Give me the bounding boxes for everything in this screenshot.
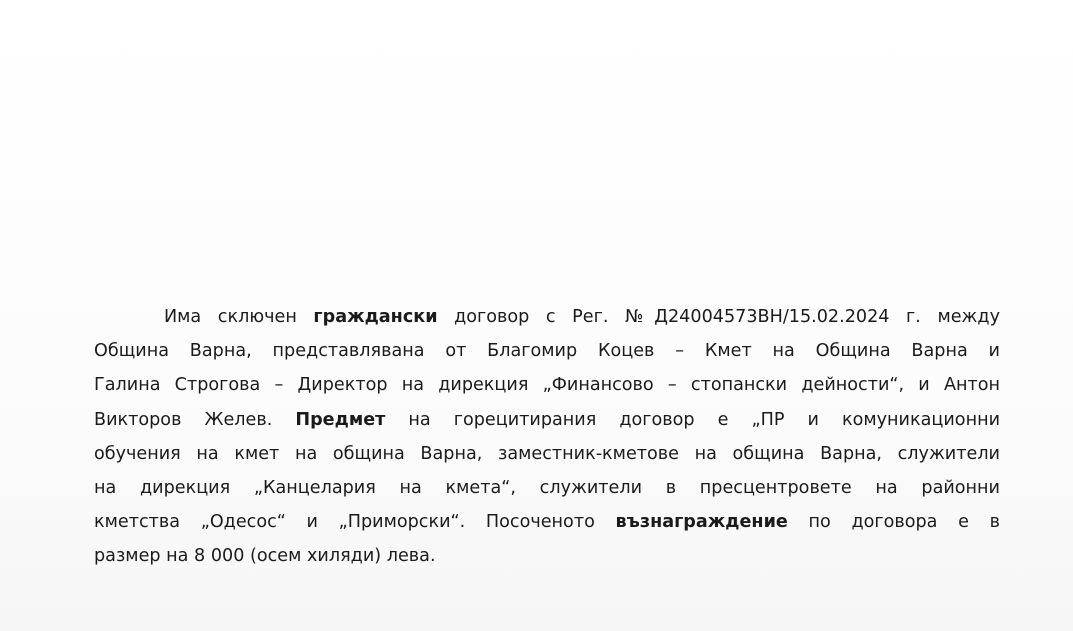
text-run: Има сключен <box>164 307 314 327</box>
text-run: Галина Строгова – Директор на дирекция „Финансово – стопански дейности“, и Антон <box>94 375 1000 396</box>
text-run: Викторов Желев. <box>94 409 296 430</box>
text-run: по договора е в <box>787 512 1000 533</box>
paragraph-line-4 <box>94 403 1000 437</box>
bold-term-subject: Предмет <box>295 409 386 430</box>
paragraph-line-3 <box>94 368 1000 402</box>
text-run: размер на 8 000 (осем хиляди) лева. <box>94 546 436 567</box>
paragraph-line-2 <box>94 334 1000 368</box>
paragraph-line-7 <box>94 505 1000 539</box>
paragraph-line-6 <box>94 471 1000 505</box>
paragraph-line-5 <box>94 437 1000 471</box>
text-run: на дирекция „Канцелария на кмета“, служители в пресцентровете на районни <box>94 477 1000 498</box>
paragraph-line-8 <box>94 539 1000 573</box>
paragraph-line-1 <box>94 300 1000 334</box>
text-run: договор с Рег. №Д24004573ВН/15.02.2024 г. между <box>437 307 1000 327</box>
contract-paragraph <box>94 300 1000 574</box>
text-run: кметства „Одесос“ и „Приморски“. Посоченото <box>94 512 616 533</box>
text-run: Община Варна, представлявана от Благомир Коцев – Кмет на Община Варна и <box>94 341 1000 362</box>
bold-term-civil: граждански <box>313 307 438 327</box>
text-run: на горецитирания договор е „ПР и комуникационни <box>385 409 1001 430</box>
text-run: обучения на кмет на община Варна, заместник-кметове на община Варна, служители <box>94 443 1000 464</box>
bold-term-remuneration: възнаграждение <box>615 512 788 533</box>
